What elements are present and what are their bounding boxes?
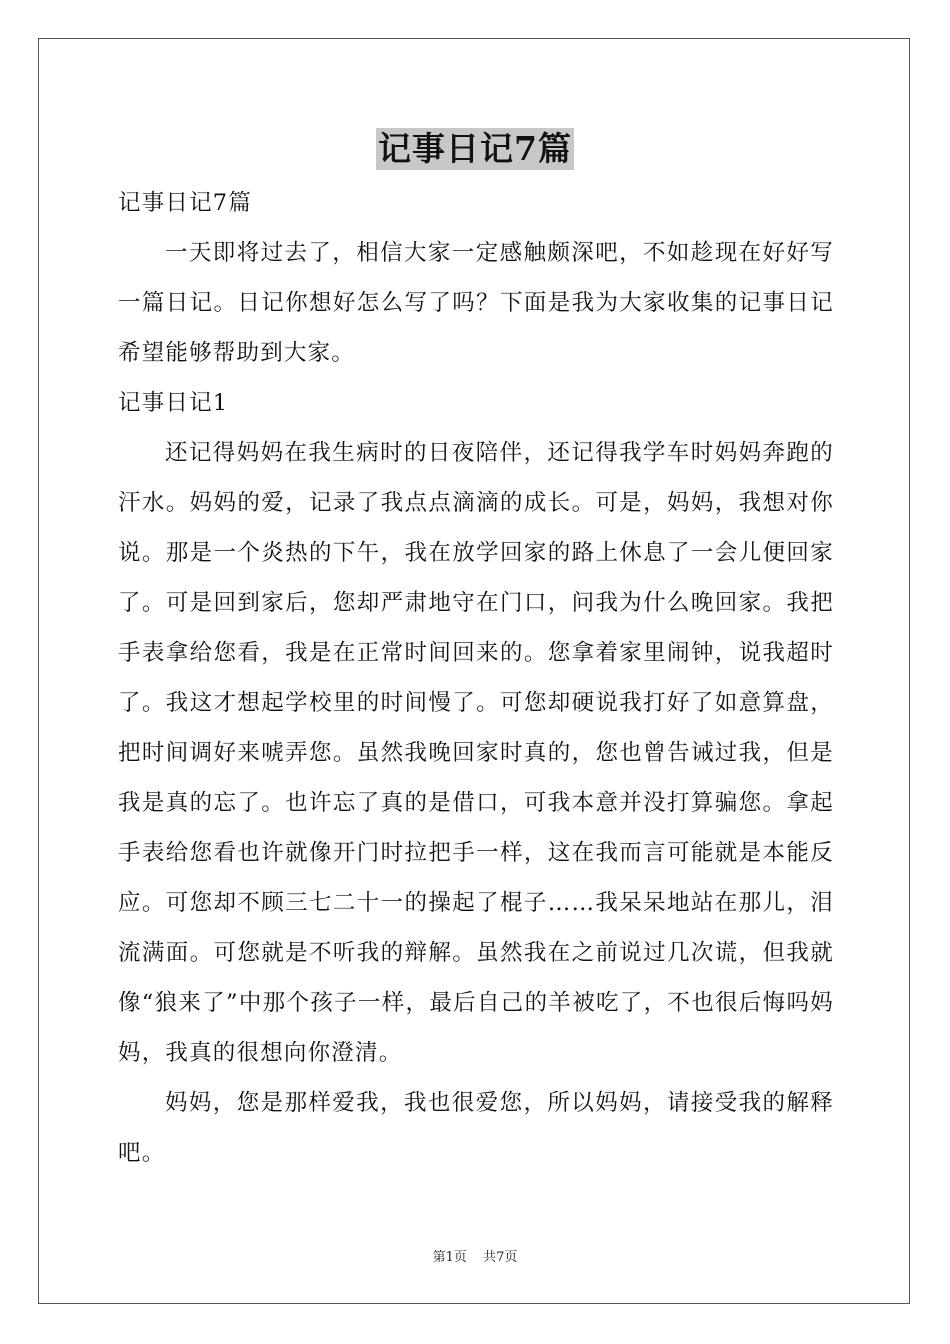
page-total: 共7页 bbox=[483, 1250, 518, 1265]
body-paragraph-1: 还记得妈妈在我生病时的日夜陪伴，还记得我学车时妈妈奔跑的汗水。妈妈的爱，记录了我点点滴滴的成长。可是，妈妈，我想对你说。那是一个炎热的下午，我在放学回家的路上休息了一会儿便回家了。可是回到家后，您却严肃地守在门口，问我为什么晚回家。我把手表拿给您看，我是在正常时间回来的。您拿着家里闹钟，说我超时了。我这才想起学校里的时间慢了。可您却硬说我打好了如意算盘，把时间调好来唬弄您。虽然我晚回家时真的，您也曾告诫过我，但是我是真的忘了。也许忘了真的是借口，可我本意并没打算骗您。拿起手表给您看也许就像开门时拉把手一样，这在我而言可能就是本能反应。可您却不顾三七二十一的操起了棍子……我呆呆地站在那儿，泪流满面。可您就是不听我的辩解。虽然我在之前说过几次谎，但我就像“狼来了”中那个孩子一样，最后自己的羊被吃了，不也很后悔吗妈妈，我真的很想向你澄清。 bbox=[118, 440, 834, 1066]
page-number: 第1页 bbox=[432, 1250, 467, 1265]
document-subtitle: 记事日记7篇 bbox=[118, 190, 253, 216]
document-title: 记事日记7篇 bbox=[378, 129, 572, 168]
document-body bbox=[118, 178, 834, 1178]
intro-paragraph: 一天即将过去了，相信大家一定感触颇深吧，不如趁现在好好写一篇日记。日记你想好怎么写了吗？下面是我为大家收集的记事日记希望能够帮助到大家。 bbox=[118, 240, 834, 366]
body-paragraph-2: 妈妈，您是那样爱我，我也很爱您，所以妈妈，请接受我的解释吧。 bbox=[118, 1090, 834, 1166]
section-heading: 记事日记1 bbox=[118, 390, 229, 416]
title-area bbox=[0, 128, 950, 170]
page-footer bbox=[0, 1246, 950, 1265]
